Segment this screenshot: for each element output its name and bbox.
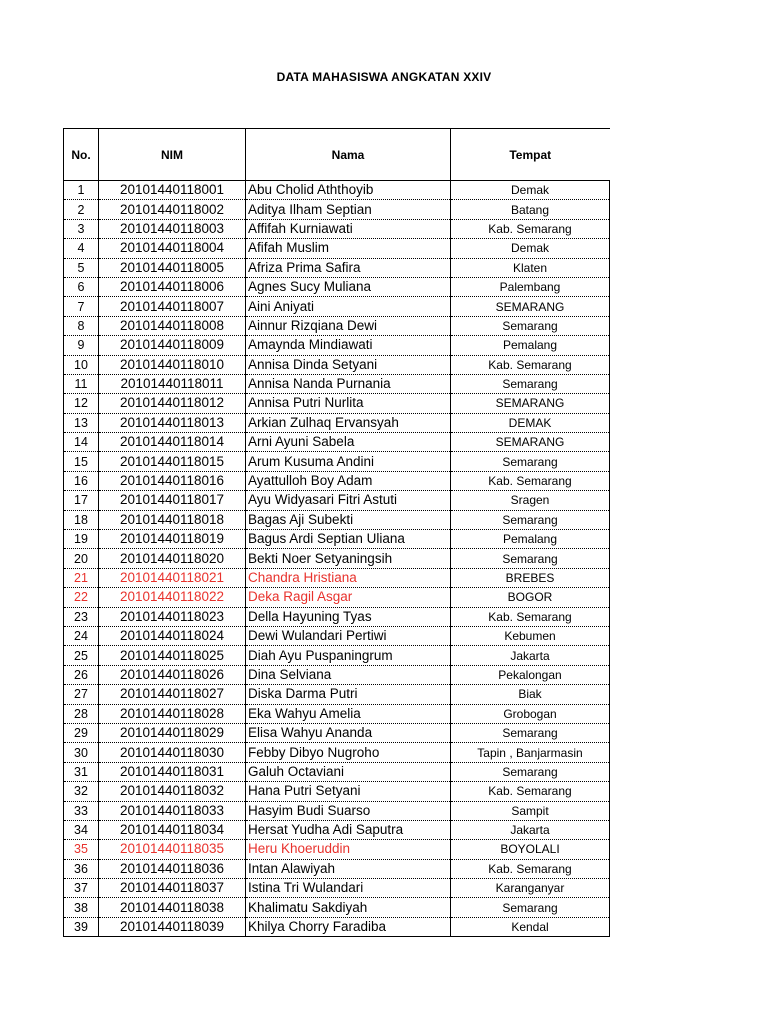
cell-tempat: Demak xyxy=(451,181,610,200)
cell-nim: 20101440118005 xyxy=(99,258,246,277)
cell-no: 31 xyxy=(64,762,99,781)
cell-tempat: Kab. Semarang xyxy=(451,219,610,238)
table-row xyxy=(64,743,610,762)
cell-nama: Arum Kusuma Andini xyxy=(246,452,451,471)
cell-no: 20 xyxy=(64,549,99,568)
cell-nim: 20101440118035 xyxy=(99,840,246,859)
cell-nim: 20101440118006 xyxy=(99,277,246,296)
cell-nim: 20101440118039 xyxy=(99,917,246,936)
cell-tempat: Jakarta xyxy=(451,820,610,839)
cell-no: 28 xyxy=(64,704,99,723)
cell-nim: 20101440118018 xyxy=(99,510,246,529)
table-body xyxy=(64,181,610,937)
cell-tempat: Semarang xyxy=(451,723,610,742)
cell-no: 34 xyxy=(64,820,99,839)
table-row xyxy=(64,588,610,607)
cell-no: 22 xyxy=(64,588,99,607)
cell-tempat: BREBES xyxy=(451,568,610,587)
cell-nama: Eka Wahyu Amelia xyxy=(246,704,451,723)
cell-tempat: Palembang xyxy=(451,277,610,296)
cell-nim: 20101440118022 xyxy=(99,588,246,607)
cell-tempat: Kendal xyxy=(451,917,610,936)
cell-no: 13 xyxy=(64,413,99,432)
cell-nim: 20101440118020 xyxy=(99,549,246,568)
cell-no: 37 xyxy=(64,879,99,898)
cell-nama: Arkian Zulhaq Ervansyah xyxy=(246,413,451,432)
cell-nama: Annisa Nanda Purnania xyxy=(246,374,451,393)
cell-nama: Ayu Widyasari Fitri Astuti xyxy=(246,491,451,510)
cell-no: 24 xyxy=(64,626,99,645)
cell-no: 7 xyxy=(64,297,99,316)
cell-tempat: DEMAK xyxy=(451,413,610,432)
cell-nama: Dina Selviana xyxy=(246,665,451,684)
cell-no: 16 xyxy=(64,471,99,490)
cell-nim: 20101440118004 xyxy=(99,239,246,258)
cell-nim: 20101440118014 xyxy=(99,433,246,452)
table-row xyxy=(64,491,610,510)
table-row xyxy=(64,394,610,413)
table-row xyxy=(64,917,610,936)
cell-no: 10 xyxy=(64,355,99,374)
table-row xyxy=(64,297,610,316)
cell-tempat: Grobogan xyxy=(451,704,610,723)
cell-nim: 20101440118024 xyxy=(99,626,246,645)
table-row xyxy=(64,820,610,839)
table-row xyxy=(64,685,610,704)
cell-nama: Abu Cholid Aththoyib xyxy=(246,181,451,200)
cell-tempat: Pemalang xyxy=(451,336,610,355)
cell-tempat: Semarang xyxy=(451,452,610,471)
cell-nama: Hasyim Budi Suarso xyxy=(246,801,451,820)
table-row xyxy=(64,704,610,723)
cell-nama: Agnes Sucy Muliana xyxy=(246,277,451,296)
cell-no: 25 xyxy=(64,646,99,665)
cell-no: 33 xyxy=(64,801,99,820)
cell-tempat: Jakarta xyxy=(451,646,610,665)
table-row xyxy=(64,239,610,258)
table-row xyxy=(64,782,610,801)
table-row xyxy=(64,723,610,742)
cell-nama: Amaynda Mindiawati xyxy=(246,336,451,355)
header-nama: Nama xyxy=(246,129,451,181)
cell-nama: Khalimatu Sakdiyah xyxy=(246,898,451,917)
cell-no: 27 xyxy=(64,685,99,704)
cell-nim: 20101440118038 xyxy=(99,898,246,917)
cell-tempat: Demak xyxy=(451,239,610,258)
cell-no: 39 xyxy=(64,917,99,936)
cell-nim: 20101440118027 xyxy=(99,685,246,704)
table-row xyxy=(64,452,610,471)
cell-no: 36 xyxy=(64,859,99,878)
cell-nim: 20101440118029 xyxy=(99,723,246,742)
cell-tempat: SEMARANG xyxy=(451,394,610,413)
table-row xyxy=(64,879,610,898)
cell-nama: Bagas Aji Subekti xyxy=(246,510,451,529)
cell-tempat: Karanganyar xyxy=(451,879,610,898)
cell-nama: Bagus Ardi Septian Uliana xyxy=(246,530,451,549)
cell-tempat: Semarang xyxy=(451,374,610,393)
cell-tempat: Kab. Semarang xyxy=(451,607,610,626)
cell-nim: 20101440118012 xyxy=(99,394,246,413)
cell-tempat: Pemalang xyxy=(451,530,610,549)
cell-nim: 20101440118008 xyxy=(99,316,246,335)
table-row xyxy=(64,181,610,200)
cell-nama: Afriza Prima Safira xyxy=(246,258,451,277)
cell-no: 17 xyxy=(64,491,99,510)
cell-nama: Bekti Noer Setyaningsih xyxy=(246,549,451,568)
cell-nim: 20101440118026 xyxy=(99,665,246,684)
table-row xyxy=(64,859,610,878)
table-row xyxy=(64,530,610,549)
table-row xyxy=(64,316,610,335)
table-row xyxy=(64,200,610,219)
cell-no: 5 xyxy=(64,258,99,277)
cell-nama: Istina Tri Wulandari xyxy=(246,879,451,898)
table-row xyxy=(64,801,610,820)
cell-nim: 20101440118028 xyxy=(99,704,246,723)
cell-nama: Hana Putri Setyani xyxy=(246,782,451,801)
cell-nim: 20101440118010 xyxy=(99,355,246,374)
cell-nim: 20101440118025 xyxy=(99,646,246,665)
table-row xyxy=(64,665,610,684)
table-row xyxy=(64,762,610,781)
cell-no: 21 xyxy=(64,568,99,587)
cell-tempat: SEMARANG xyxy=(451,433,610,452)
cell-nama: Hersat Yudha Adi Saputra xyxy=(246,820,451,839)
table-row xyxy=(64,433,610,452)
cell-nama: Febby Dibyo Nugroho xyxy=(246,743,451,762)
table-row xyxy=(64,258,610,277)
cell-nim: 20101440118017 xyxy=(99,491,246,510)
cell-no: 4 xyxy=(64,239,99,258)
cell-nama: Diska Darma Putri xyxy=(246,685,451,704)
cell-tempat: Sragen xyxy=(451,491,610,510)
cell-no: 8 xyxy=(64,316,99,335)
table-header-row xyxy=(64,129,610,181)
cell-nama: Diah Ayu Puspaningrum xyxy=(246,646,451,665)
cell-tempat: Kab. Semarang xyxy=(451,859,610,878)
table-row xyxy=(64,277,610,296)
cell-no: 19 xyxy=(64,530,99,549)
table-row xyxy=(64,510,610,529)
cell-nama: Affifah Kurniawati xyxy=(246,219,451,238)
cell-tempat: Klaten xyxy=(451,258,610,277)
header-nim: NIM xyxy=(99,129,246,181)
table-row xyxy=(64,336,610,355)
cell-no: 29 xyxy=(64,723,99,742)
cell-tempat: SEMARANG xyxy=(451,297,610,316)
cell-nama: Arni Ayuni Sabela xyxy=(246,433,451,452)
cell-no: 18 xyxy=(64,510,99,529)
cell-nim: 20101440118032 xyxy=(99,782,246,801)
cell-nim: 20101440118007 xyxy=(99,297,246,316)
cell-nim: 20101440118031 xyxy=(99,762,246,781)
table-row xyxy=(64,898,610,917)
table-row xyxy=(64,646,610,665)
cell-tempat: Sampit xyxy=(451,801,610,820)
cell-nim: 20101440118019 xyxy=(99,530,246,549)
cell-tempat: Kab. Semarang xyxy=(451,782,610,801)
cell-nim: 20101440118030 xyxy=(99,743,246,762)
cell-tempat: Biak xyxy=(451,685,610,704)
document-title: DATA MAHASISWA ANGKATAN XXIV xyxy=(276,70,492,84)
cell-nim: 20101440118013 xyxy=(99,413,246,432)
cell-tempat: Tapin , Banjarmasin xyxy=(451,743,610,762)
table-row xyxy=(64,568,610,587)
cell-no: 3 xyxy=(64,219,99,238)
cell-nim: 20101440118003 xyxy=(99,219,246,238)
cell-tempat: Pekalongan xyxy=(451,665,610,684)
cell-nim: 20101440118011 xyxy=(99,374,246,393)
header-no: No. xyxy=(64,129,99,181)
table-row xyxy=(64,626,610,645)
cell-nim: 20101440118001 xyxy=(99,181,246,200)
table-row xyxy=(64,840,610,859)
table-row xyxy=(64,549,610,568)
cell-nim: 20101440118023 xyxy=(99,607,246,626)
table-row xyxy=(64,471,610,490)
cell-nim: 20101440118016 xyxy=(99,471,246,490)
cell-nama: Dewi Wulandari Pertiwi xyxy=(246,626,451,645)
cell-no: 11 xyxy=(64,374,99,393)
cell-tempat: Batang xyxy=(451,200,610,219)
cell-no: 30 xyxy=(64,743,99,762)
cell-nama: Aditya Ilham Septian xyxy=(246,200,451,219)
cell-no: 2 xyxy=(64,200,99,219)
cell-no: 1 xyxy=(64,181,99,200)
cell-nim: 20101440118009 xyxy=(99,336,246,355)
cell-nim: 20101440118034 xyxy=(99,820,246,839)
cell-nama: Aini Aniyati xyxy=(246,297,451,316)
table-row xyxy=(64,355,610,374)
cell-nim: 20101440118037 xyxy=(99,879,246,898)
cell-nama: Heru Khoeruddin xyxy=(246,840,451,859)
cell-tempat: Kab. Semarang xyxy=(451,355,610,374)
cell-nim: 20101440118021 xyxy=(99,568,246,587)
student-table xyxy=(63,128,610,937)
cell-tempat: Semarang xyxy=(451,762,610,781)
table-row xyxy=(64,219,610,238)
cell-no: 23 xyxy=(64,607,99,626)
cell-tempat: Semarang xyxy=(451,549,610,568)
cell-no: 9 xyxy=(64,336,99,355)
cell-nama: Annisa Putri Nurlita xyxy=(246,394,451,413)
cell-no: 6 xyxy=(64,277,99,296)
cell-no: 38 xyxy=(64,898,99,917)
cell-no: 35 xyxy=(64,840,99,859)
table-row xyxy=(64,374,610,393)
cell-nama: Ainnur Rizqiana Dewi xyxy=(246,316,451,335)
table-row xyxy=(64,413,610,432)
cell-nama: Ayattulloh Boy Adam xyxy=(246,471,451,490)
cell-tempat: Semarang xyxy=(451,898,610,917)
cell-nama: Deka Ragil Asgar xyxy=(246,588,451,607)
cell-tempat: Kebumen xyxy=(451,626,610,645)
cell-nama: Annisa Dinda Setyani xyxy=(246,355,451,374)
cell-nim: 20101440118015 xyxy=(99,452,246,471)
cell-no: 26 xyxy=(64,665,99,684)
cell-nama: Elisa Wahyu Ananda xyxy=(246,723,451,742)
cell-no: 12 xyxy=(64,394,99,413)
cell-nama: Chandra Hristiana xyxy=(246,568,451,587)
cell-nama: Della Hayuning Tyas xyxy=(246,607,451,626)
table-row xyxy=(64,607,610,626)
cell-nim: 20101440118033 xyxy=(99,801,246,820)
cell-no: 32 xyxy=(64,782,99,801)
cell-no: 15 xyxy=(64,452,99,471)
cell-tempat: BOGOR xyxy=(451,588,610,607)
cell-tempat: Semarang xyxy=(451,510,610,529)
cell-nama: Khilya Chorry Faradiba xyxy=(246,917,451,936)
cell-tempat: Semarang xyxy=(451,316,610,335)
cell-nim: 20101440118036 xyxy=(99,859,246,878)
cell-nama: Galuh Octaviani xyxy=(246,762,451,781)
cell-no: 14 xyxy=(64,433,99,452)
cell-nama: Intan Alawiyah xyxy=(246,859,451,878)
header-tempat: Tempat xyxy=(451,129,610,181)
cell-tempat: Kab. Semarang xyxy=(451,471,610,490)
cell-tempat: BOYOLALI xyxy=(451,840,610,859)
cell-nim: 20101440118002 xyxy=(99,200,246,219)
cell-nama: Afifah Muslim xyxy=(246,239,451,258)
